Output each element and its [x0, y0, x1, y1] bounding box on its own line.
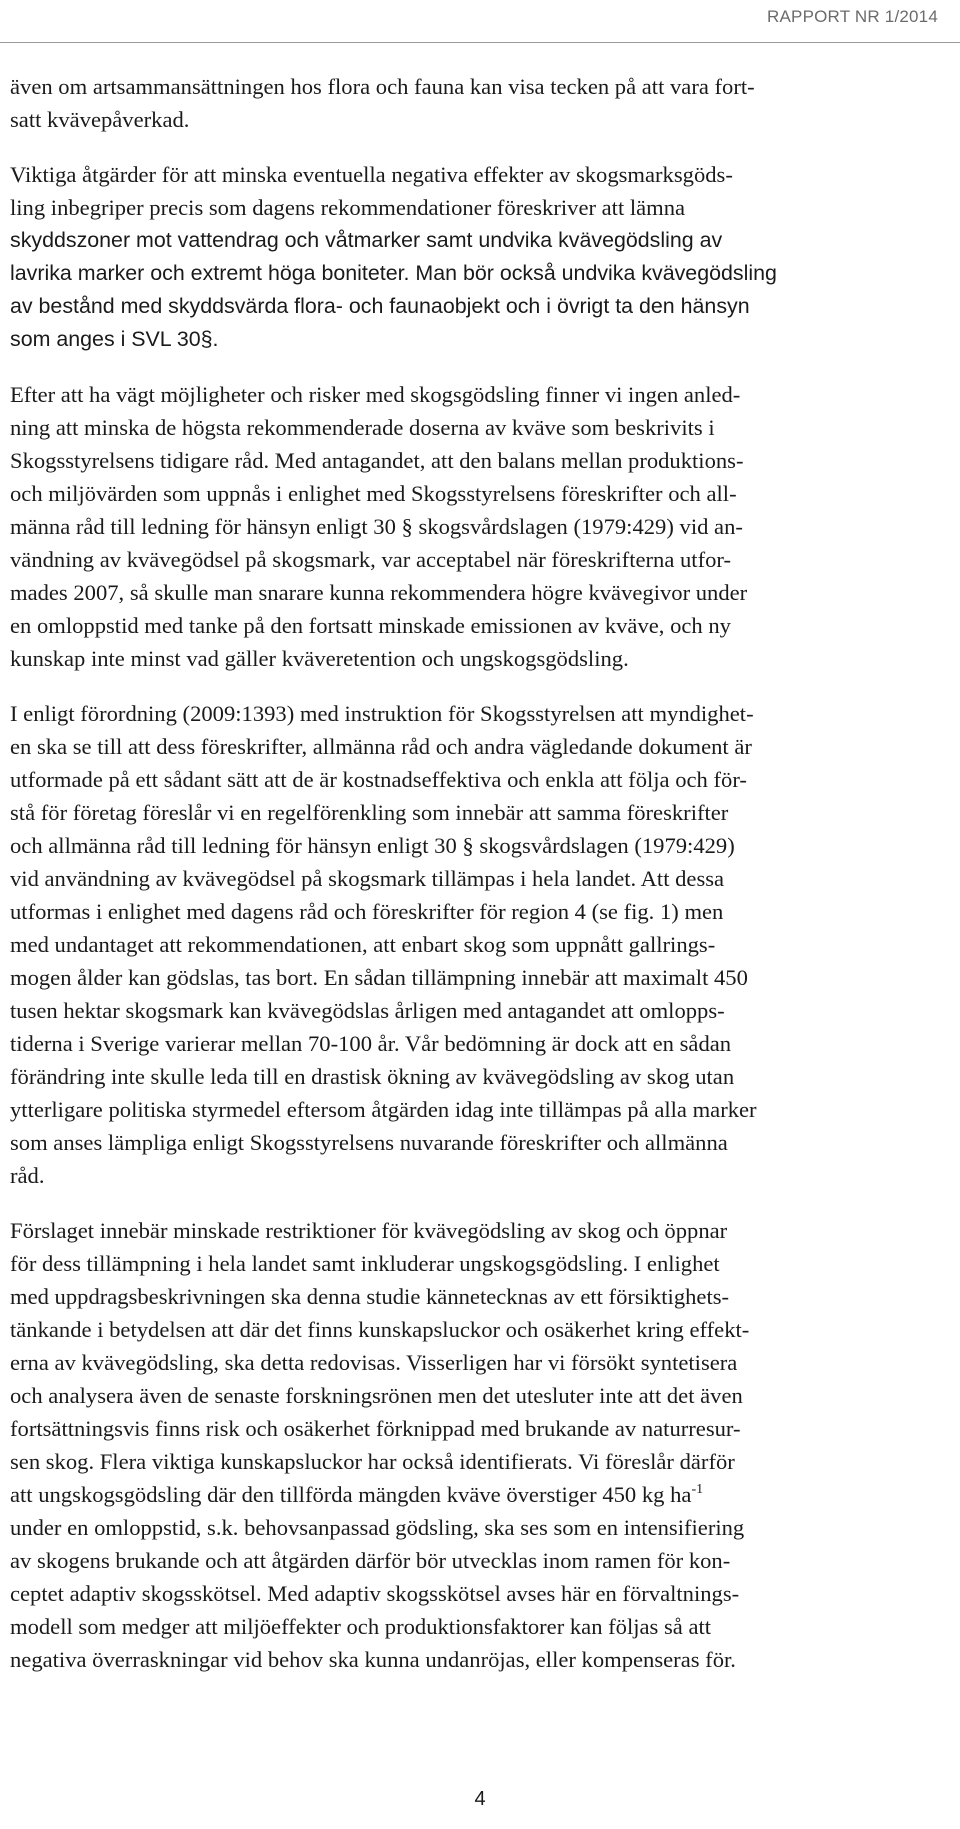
text-line-with-superscript: [10, 1478, 935, 1511]
paragraph-1: [10, 70, 935, 136]
text-fragment: att ungskogsgödsling där den tillförda mängden kväve överstiger 450 kg ha: [10, 1482, 692, 1507]
text-line: ling inbegriper precis som dagens rekommendationer föreskriver att lämna: [10, 195, 686, 220]
text-line: ning att minska de högsta rekommenderade doserna av kväve som beskrivits i: [10, 415, 715, 440]
text-line: en omloppstid med tanke på den fortsatt minskade emissionen av kväve, och ny: [10, 613, 731, 638]
text-line: som anges i SVL 30§.: [10, 327, 219, 351]
page-number: 4: [474, 1788, 486, 1810]
text-line: utformas i enlighet med dagens råd och föreskrifter för region 4 (se fig. 1) men: [10, 899, 724, 924]
text-line: negativa överraskningar vid behov ska kunna undanröjas, eller kompenseras för.: [10, 1647, 736, 1672]
text-line: utformade på ett sådant sätt att de är kostnadseffektiva och enkla att följa och för-: [10, 767, 747, 792]
text-line: med undantaget att rekommendationen, att enbart skog som uppnått gallrings-: [10, 932, 716, 957]
paragraph-4: [10, 697, 935, 1192]
text-line: förändring inte skulle leda till en drastisk ökning av kvävegödsling av skog utan: [10, 1064, 735, 1089]
text-line: mogen ålder kan gödslas, tas bort. En sådan tillämpning innebär att maximalt 450: [10, 965, 748, 990]
text-line: tusen hektar skogsmark kan kvävegödslas årligen med antagandet att omlopps-: [10, 998, 725, 1023]
text-line: Efter att ha vägt möjligheter och risker med skogsgödsling finner vi ingen anled-: [10, 382, 741, 407]
text-line: ceptet adaptiv skogsskötsel. Med adaptiv skogsskötsel avses här en förvaltnings-: [10, 1581, 740, 1606]
paragraph-2: [10, 158, 935, 356]
text-line: råd.: [10, 1163, 45, 1188]
text-line: satt kvävepåverkad.: [10, 107, 190, 132]
text-line: och analysera även de senaste forskningsrönen men det utesluter inte att det även: [10, 1383, 743, 1408]
paragraph-3: [10, 378, 935, 675]
running-header: [0, 0, 960, 45]
text-line: vändning av kvävegödsel på skogsmark, var acceptabel när föreskrifterna utfor-: [10, 547, 732, 572]
text-line: sen skog. Flera viktiga kunskapsluckor har också identifierats. Vi föreslår därför: [10, 1449, 735, 1474]
text-line: männa råd till ledning för hänsyn enligt 30 § skogsvårdslagen (1979:429) vid an-: [10, 514, 743, 539]
text-line: med uppdragsbeskrivningen ska denna studie kännetecknas av ett försiktighets-: [10, 1284, 730, 1309]
text-line: för dess tillämpning i hela landet samt inkluderar ungskogsgödsling. I enlighet: [10, 1251, 720, 1276]
text-line: under en omloppstid, s.k. behovsanpassad gödsling, ska ses som en intensifiering: [10, 1515, 745, 1540]
text-line: skyddszoner mot vattendrag och våtmarker samt undvika kvävegödsling av: [10, 228, 723, 252]
text-line: kunskap inte minst vad gäller kväveretention och ungskogsgödsling.: [10, 646, 629, 671]
text-line: lavrika marker och extremt höga boniteter. Man bör också undvika kvävegödsling: [10, 261, 777, 285]
text-line: Skogsstyrelsens tidigare råd. Med antagandet, att den balans mellan produktions-: [10, 448, 744, 473]
text-line: modell som medger att miljöeffekter och produktionsfaktorer kan följas så att: [10, 1614, 712, 1639]
paragraph-5: [10, 1214, 935, 1676]
text-line: tänkande i betydelsen att där det finns kunskapsluckor och osäkerhet kring effekt-: [10, 1317, 750, 1342]
unit-superscript: -1: [691, 1482, 704, 1497]
text-line: tiderna i Sverige varierar mellan 70-100 år. Vår bedömning är dock att en sådan: [10, 1031, 732, 1056]
report-number: RAPPORT NR 1/2014: [767, 7, 938, 26]
text-line: mades 2007, så skulle man snarare kunna rekommendera högre kvävegivor under: [10, 580, 748, 605]
text-line: fortsättningsvis finns risk och osäkerhet förknippad med brukande av naturresur-: [10, 1416, 741, 1441]
text-line: en ska se till att dess föreskrifter, allmänna råd och andra vägledande dokument är: [10, 734, 752, 759]
document-body: [10, 70, 935, 1698]
text-line: av bestånd med skyddsvärda flora- och faunaobjekt och i övrigt ta den hänsyn: [10, 294, 750, 318]
text-line: I enligt förordning (2009:1393) med instruktion för Skogsstyrelsen att myndighet-: [10, 701, 754, 726]
text-line: och allmänna råd till ledning för hänsyn enligt 30 § skogsvårdslagen (1979:429): [10, 833, 735, 858]
text-line: Viktiga åtgärder för att minska eventuella negativa effekter av skogsmarksgöds-: [10, 162, 733, 187]
text-line: även om artsammansättningen hos flora och fauna kan visa tecken på att vara fort-: [10, 74, 755, 99]
text-line: vid användning av kvävegödsel på skogsmark tillämpas i hela landet. Att dessa: [10, 866, 725, 891]
text-line: stå för företag föreslår vi en regelförenkling som innebär att samma föreskrifter: [10, 800, 729, 825]
text-line: som anses lämpliga enligt Skogsstyrelsens nuvarande föreskrifter och allmänna: [10, 1130, 728, 1155]
header-divider: [0, 42, 960, 43]
text-line: Förslaget innebär minskade restriktioner för kvävegödsling av skog och öppnar: [10, 1218, 728, 1243]
text-line: av skogens brukande och att åtgärden därför bör utvecklas inom ramen för kon-: [10, 1548, 731, 1573]
text-line: och miljövärden som uppnås i enlighet med Skogsstyrelsens föreskrifter och all-: [10, 481, 737, 506]
text-line: ytterligare politiska styrmedel eftersom åtgärden idag inte tillämpas på alla marker: [10, 1097, 757, 1122]
text-line: erna av kvävegödsling, ska detta redovisas. Visserligen har vi försökt syntetisera: [10, 1350, 738, 1375]
